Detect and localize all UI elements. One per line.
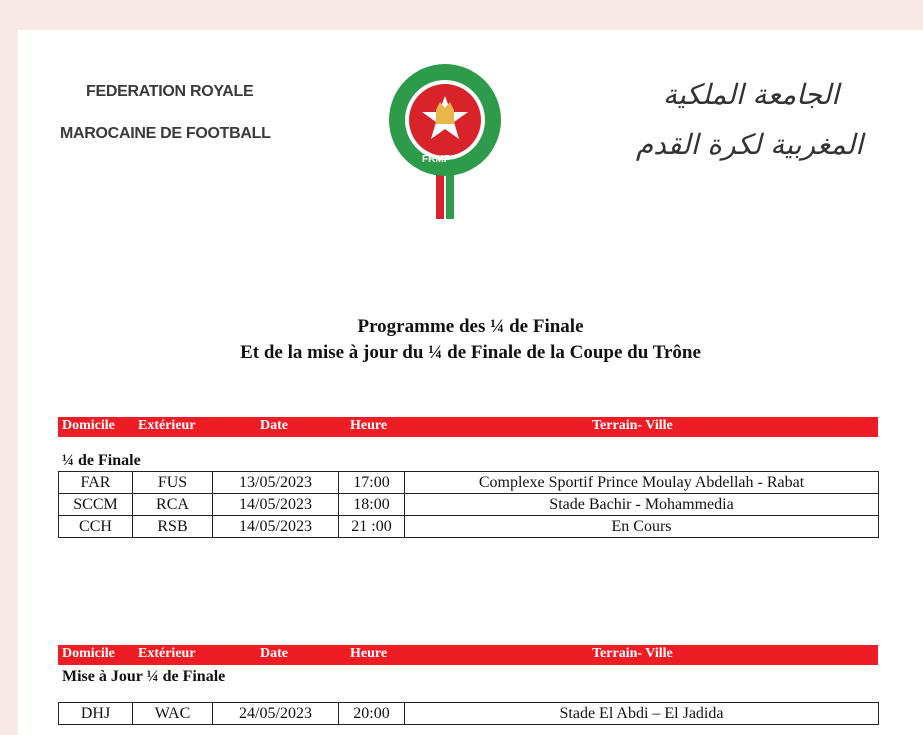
federation-name-fr-line1: FEDERATION ROYALE (86, 83, 254, 100)
cell-home: SCCM (59, 494, 133, 516)
document-page (18, 30, 923, 735)
col-away: Extérieur (138, 646, 196, 661)
fixture-row (59, 516, 879, 538)
fixture-row (59, 494, 879, 516)
col-venue: Terrain- Ville (592, 646, 673, 661)
cell-venue: Stade El Abdi – El Jadida (405, 703, 879, 725)
document-title-line1: Programme des ¼ de Finale (357, 316, 584, 337)
col-date: Date (260, 418, 288, 433)
cell-venue: En Cours (405, 516, 879, 538)
cell-date: 13/05/2023 (213, 472, 339, 494)
col-time: Heure (350, 646, 388, 661)
col-time: Heure (350, 418, 388, 433)
document-title-line2: Et de la mise à jour du ¼ de Finale de la Coupe du Trône (240, 342, 701, 363)
cell-date: 14/05/2023 (213, 494, 339, 516)
section-label-update: Mise à Jour ¼ de Finale (62, 668, 226, 685)
cell-home: FAR (59, 472, 133, 494)
cell-date: 14/05/2023 (213, 516, 339, 538)
federation-name-ar-line1: الجامعة الملكية (662, 78, 839, 111)
col-date: Date (260, 646, 288, 661)
cell-venue: Stade Bachir - Mohammedia (405, 494, 879, 516)
col-home: Domicile (62, 418, 115, 433)
col-venue: Terrain- Ville (592, 418, 673, 433)
fixture-row (59, 703, 879, 725)
update-table (58, 702, 879, 725)
cell-venue: Complexe Sportif Prince Moulay Abdellah - Rabat (405, 472, 879, 494)
col-away: Extérieur (138, 418, 196, 433)
frmf-logo (386, 62, 504, 222)
table-header-quarter-finals (58, 417, 878, 437)
logo-frmf-text: FRMF (422, 154, 450, 165)
cell-time: 21 :00 (339, 516, 405, 538)
federation-name-ar-line2: المغربية لكرة القدم (635, 128, 863, 161)
cell-time: 18:00 (339, 494, 405, 516)
cell-home: DHJ (59, 703, 133, 725)
cell-away: FUS (133, 472, 213, 494)
cell-away: RCA (133, 494, 213, 516)
section-label-quarter-finals: ¼ de Finale (62, 452, 141, 469)
cell-time: 20:00 (339, 703, 405, 725)
quarter-finals-table (58, 471, 879, 538)
cell-date: 24/05/2023 (213, 703, 339, 725)
federation-name-fr-line2: MAROCAINE DE FOOTBALL (60, 125, 271, 142)
cell-home: CCH (59, 516, 133, 538)
cell-away: RSB (133, 516, 213, 538)
table-header-update (58, 645, 878, 665)
col-home: Domicile (62, 646, 115, 661)
cell-time: 17:00 (339, 472, 405, 494)
fixture-row (59, 472, 879, 494)
cell-away: WAC (133, 703, 213, 725)
